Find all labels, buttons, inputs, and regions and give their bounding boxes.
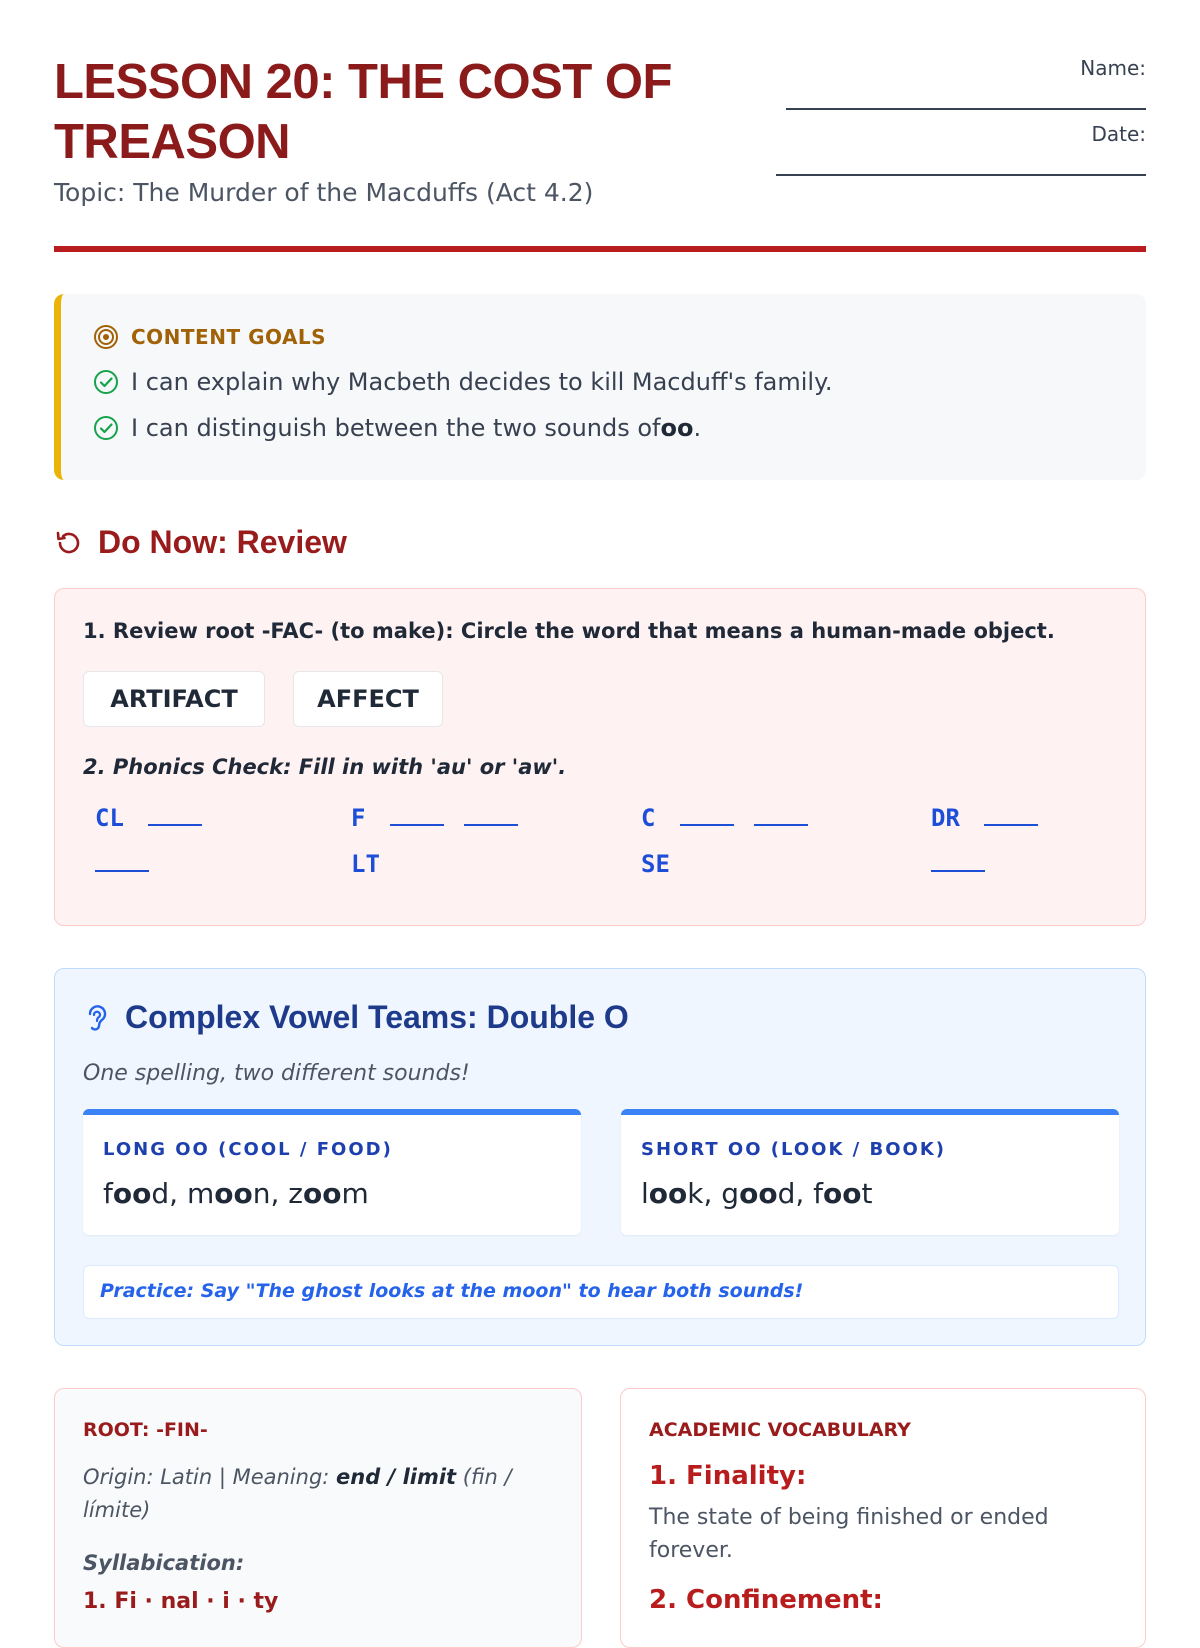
date-blank[interactable] [776,146,1146,176]
header [54,52,1146,252]
long-oo-label: LONG OO (COOL / FOOD) [103,1139,393,1160]
vocab-definition: The state of being finished or ended forever. [649,1505,1049,1563]
goal-text: I can distinguish between the two sounds ofoo. [131,414,702,442]
check-circle-icon [93,415,119,441]
choice-artifact[interactable]: ARTIFACT [83,671,265,727]
phonics-word[interactable]: C SE [641,795,818,887]
question-1: 1. Review root -FAC- (to make): Circle the word that means a human-made object. [83,619,1055,643]
phonics-word[interactable]: F LT [351,795,528,887]
vocab-term: 2. Confinement: [649,1585,883,1615]
fill-blank[interactable] [754,804,808,826]
do-now-box [54,588,1146,926]
root-origin: Origin: Latin | Meaning: end / limit (fin / límite) [83,1465,512,1522]
goal-item [93,414,701,442]
vowel-teams-box [54,968,1146,1346]
short-oo-words: look, good, foot [641,1177,873,1210]
date-label: Date: [1091,122,1146,146]
root-heading: ROOT: -FIN- [83,1419,208,1441]
content-goals-box [54,294,1146,480]
syllabication-label: Syllabication: [83,1551,245,1575]
header-divider [54,246,1146,252]
vowel-teams-title [83,999,629,1036]
fill-blank[interactable] [931,850,985,872]
goal-item [93,368,833,396]
long-oo-card [83,1109,581,1235]
fill-blank[interactable] [680,804,734,826]
vocab-heading: ACADEMIC VOCABULARY [649,1419,911,1441]
do-now-title-text: Do Now: Review [98,524,347,560]
fill-blank[interactable] [148,804,202,826]
vowel-teams-title-text: Complex Vowel Teams: Double O [125,999,629,1035]
ear-icon [83,1002,111,1034]
practice-note: Practice: Say "The ghost looks at the moon" to hear both sounds! [83,1265,1119,1319]
page-subtitle: Topic: The Murder of the Macduffs (Act 4.2) [54,178,594,207]
phonics-word[interactable]: DR [931,795,1048,887]
name-field[interactable] [776,56,1146,110]
phonics-word[interactable]: CL [95,795,212,887]
name-label: Name: [1080,56,1146,80]
vocab-card [620,1388,1146,1648]
short-oo-card [621,1109,1119,1235]
do-now-title [54,524,347,561]
page-title: LESSON 20: THE COST OF TREASON [54,55,672,169]
root-card [54,1388,582,1648]
question-2: 2. Phonics Check: Fill in with 'au' or 'aw'. [83,755,567,779]
worksheet-page [54,0,1146,1615]
date-field[interactable] [776,122,1146,176]
fill-blank[interactable] [390,804,444,826]
short-oo-label: SHORT OO (LOOK / BOOK) [641,1139,947,1160]
long-oo-words: food, moon, zoom [103,1177,369,1210]
goals-heading [93,324,326,350]
fill-blank[interactable] [464,804,518,826]
name-blank[interactable] [786,80,1146,110]
goal-emphasis: oo [660,414,694,442]
goal-text: I can explain why Macbeth decides to kill Macduff's family. [131,368,833,396]
syllabication-value: 1. Fi · nal · i · ty [83,1589,279,1614]
choice-affect[interactable]: AFFECT [293,671,443,727]
target-icon [93,324,119,350]
refresh-icon [54,528,84,558]
check-circle-icon [93,369,119,395]
fill-blank[interactable] [984,804,1038,826]
vowel-teams-subtitle: One spelling, two different sounds! [83,1061,470,1086]
fill-blank[interactable] [95,850,149,872]
goals-heading-text: CONTENT GOALS [131,325,327,349]
vocab-term: 1. Finality: [649,1461,807,1491]
